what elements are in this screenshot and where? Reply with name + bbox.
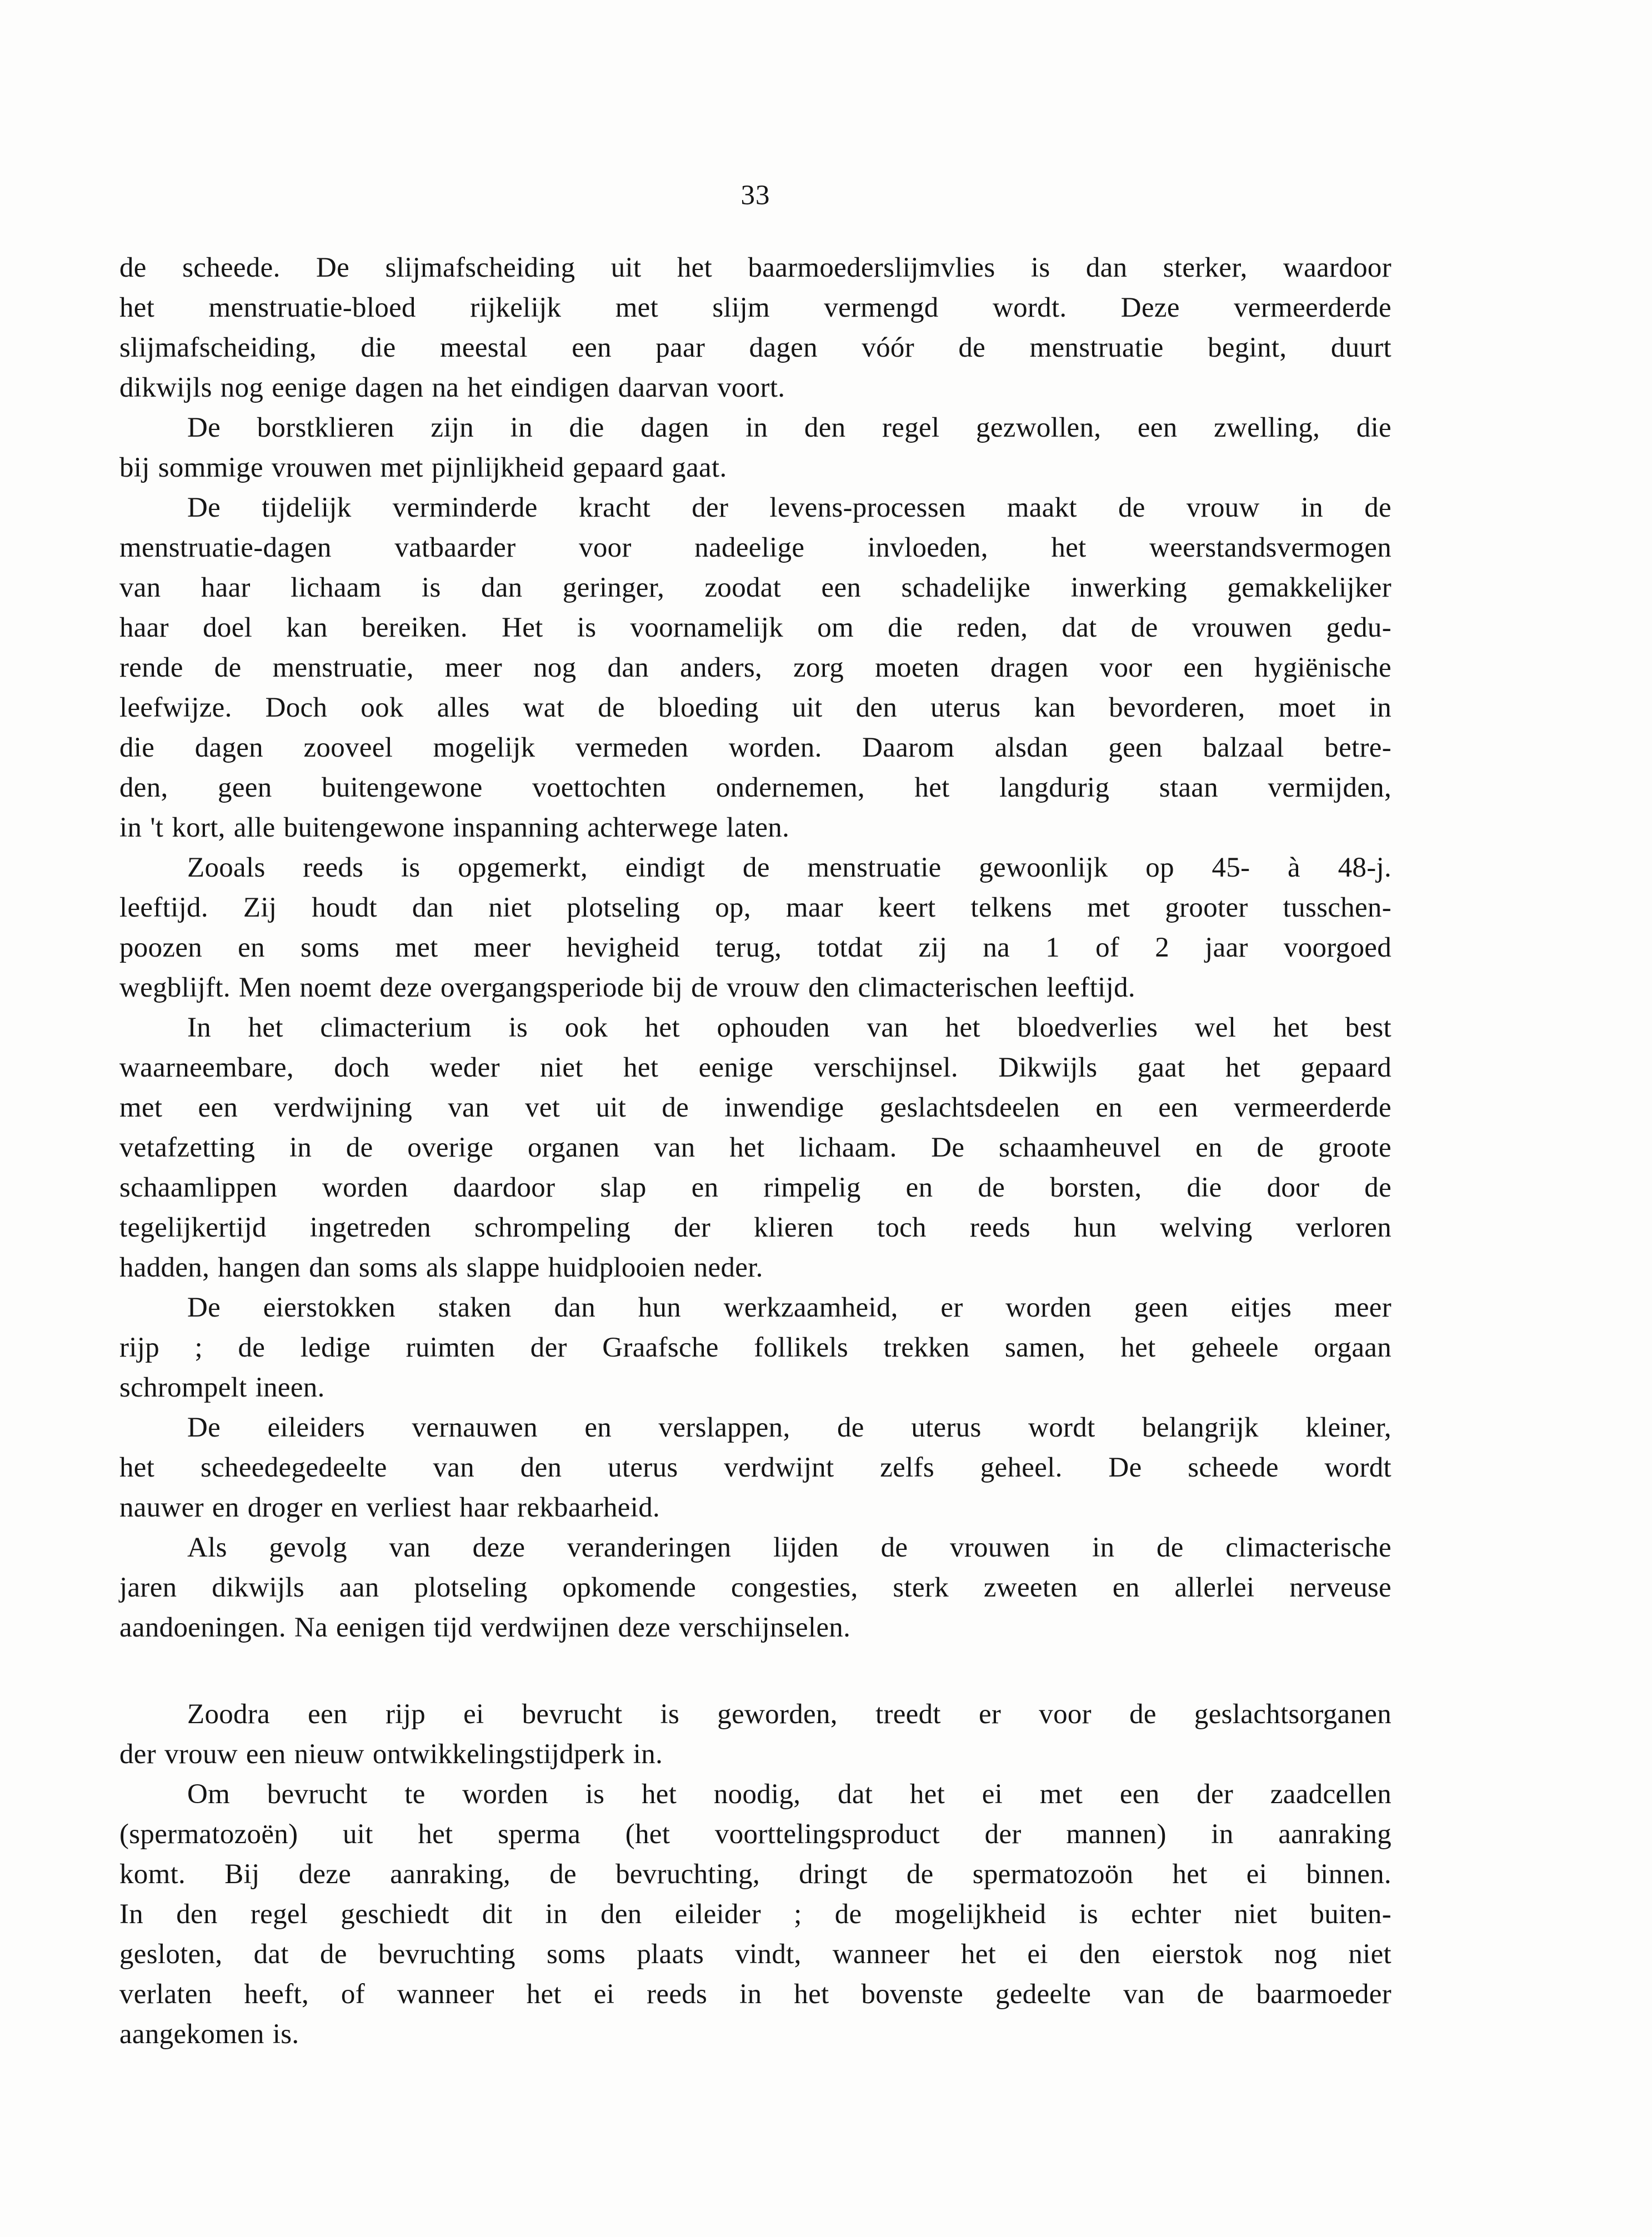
text-line: De borstklieren zijn in die dagen in den regel gezwollen, een zwelling, die — [187, 412, 1391, 443]
text-line: leeftijd. Zij houdt dan niet plotseling op, maar keert telkens met grooter tusschen- — [119, 892, 1391, 923]
paragraph — [119, 848, 1391, 1008]
text-line: verlaten heeft, of wanneer het ei reeds in het bovenste gedeelte van de baarmoeder — [119, 1979, 1391, 2010]
page-number: 33 — [740, 180, 770, 211]
text-line: waarneembare, doch weder niet het eenige verschijnsel. Dikwijls gaat het gepaard — [119, 1052, 1391, 1083]
paragraph — [119, 408, 1391, 488]
text-line: aandoeningen. Na eenigen tijd verdwijnen deze verschijnselen. — [119, 1612, 851, 1643]
text-line: De tijdelijk verminderde kracht der levens-processen maakt de vrouw in de — [187, 492, 1391, 523]
text-line: bij sommige vrouwen met pijnlijkheid gepaard gaat. — [119, 452, 727, 483]
text-line: In het climacterium is ook het ophouden van het bloedverlies wel het best — [187, 1012, 1391, 1043]
paragraph — [119, 488, 1391, 848]
text-line: komt. Bij deze aanraking, de bevruchting, dringt de spermatozoön het ei binnen. — [119, 1859, 1391, 1890]
paragraph — [119, 248, 1391, 408]
text-line: van haar lichaam is dan geringer, zoodat een schadelijke inwerking gemakkelijker — [119, 572, 1391, 603]
text-line: vetafzetting in de overige organen van het lichaam. De schaamheuvel en de groote — [119, 1132, 1391, 1163]
text-line: De eierstokken staken dan hun werkzaamheid, er worden geen eitjes meer — [187, 1292, 1391, 1323]
text-line: schrompelt ineen. — [119, 1372, 325, 1403]
text-line: rende de menstruatie, meer nog dan anders, zorg moeten dragen voor een hygiënische — [119, 652, 1391, 683]
text-line: aangekomen is. — [119, 2019, 299, 2050]
text-line: leefwijze. Doch ook alles wat de bloeding uit den uterus kan bevorderen, moet in — [119, 692, 1391, 723]
paragraph — [119, 1288, 1391, 1408]
text-line: gesloten, dat de bevruchting soms plaats vindt, wanneer het ei den eierstok nog niet — [119, 1939, 1391, 1970]
paragraph — [119, 1008, 1391, 1288]
text-line: slijmafscheiding, die meestal een paar dagen vóór de menstruatie begint, duurt — [119, 332, 1391, 363]
text-line: met een verdwijning van vet uit de inwendige geslachtsdeelen en een vermeerderde — [119, 1092, 1391, 1123]
text-line: in 't kort, alle buitengewone inspanning achterwege laten. — [119, 812, 790, 843]
text-line: Om bevrucht te worden is het noodig, dat het ei met een der zaadcellen — [187, 1779, 1391, 1810]
text-line: de scheede. De slijmafscheiding uit het baarmoederslijmvlies is dan sterker, waardoor — [119, 252, 1391, 283]
text-line: Zoodra een rijp ei bevrucht is geworden, treedt er voor de geslachtsorganen — [187, 1699, 1391, 1730]
text-line: poozen en soms met meer hevigheid terug, totdat zij na 1 of 2 jaar voorgoed — [119, 932, 1391, 963]
text-line: die dagen zooveel mogelijk vermeden worden. Daarom alsdan geen balzaal betre- — [119, 732, 1391, 763]
paragraph — [119, 1774, 1391, 2054]
text-line: rijp ; de ledige ruimten der Graafsche follikels trekken samen, het geheele orgaan — [119, 1332, 1391, 1363]
text-line: het menstruatie-bloed rijkelijk met slijm vermengd wordt. Deze vermeerderde — [119, 292, 1391, 323]
text-line: schaamlippen worden daardoor slap en rimpelig en de borsten, die door de — [119, 1172, 1391, 1203]
text-line: nauwer en droger en verliest haar rekbaarheid. — [119, 1492, 660, 1523]
text-line: hadden, hangen dan soms als slappe huidplooien neder. — [119, 1252, 763, 1283]
text-line: den, geen buitengewone voettochten ondernemen, het langdurig staan vermijden, — [119, 772, 1391, 803]
text-line: tegelijkertijd ingetreden schrompeling der klieren toch reeds hun welving verloren — [119, 1212, 1391, 1243]
text-block — [119, 248, 1391, 2054]
text-line: het scheedegedeelte van den uterus verdwijnt zelfs geheel. De scheede wordt — [119, 1452, 1391, 1483]
paragraph — [119, 1694, 1391, 1774]
text-line: jaren dikwijls aan plotseling opkomende congesties, sterk zweeten en allerlei nerveuse — [119, 1572, 1391, 1603]
text-line: menstruatie-dagen vatbaarder voor nadeelige invloeden, het weerstandsvermogen — [119, 532, 1391, 563]
text-line: De eileiders vernauwen en verslappen, de uterus wordt belangrijk kleiner, — [187, 1412, 1391, 1443]
text-line: Als gevolg van deze veranderingen lijden de vrouwen in de climacterische — [187, 1532, 1391, 1563]
text-line: Zooals reeds is opgemerkt, eindigt de menstruatie gewoonlijk op 45- à 48-j. — [187, 852, 1391, 883]
text-line: In den regel geschiedt dit in den eileider ; de mogelijkheid is echter niet buiten- — [119, 1899, 1391, 1930]
paragraph — [119, 1528, 1391, 1648]
text-line: wegblijft. Men noemt deze overgangsperiode bij de vrouw den climacterischen leeftijd. — [119, 972, 1135, 1003]
text-line: dikwijls nog eenige dagen na het eindigen daarvan voort. — [119, 372, 785, 403]
text-line: der vrouw een nieuw ontwikkelingstijdperk in. — [119, 1739, 663, 1770]
paragraph — [119, 1408, 1391, 1528]
text-line: haar doel kan bereiken. Het is voornamelijk om die reden, dat de vrouwen gedu- — [119, 612, 1391, 643]
text-line: (spermatozoën) uit het sperma (het voorttelingsproduct der mannen) in aanraking — [119, 1819, 1391, 1850]
